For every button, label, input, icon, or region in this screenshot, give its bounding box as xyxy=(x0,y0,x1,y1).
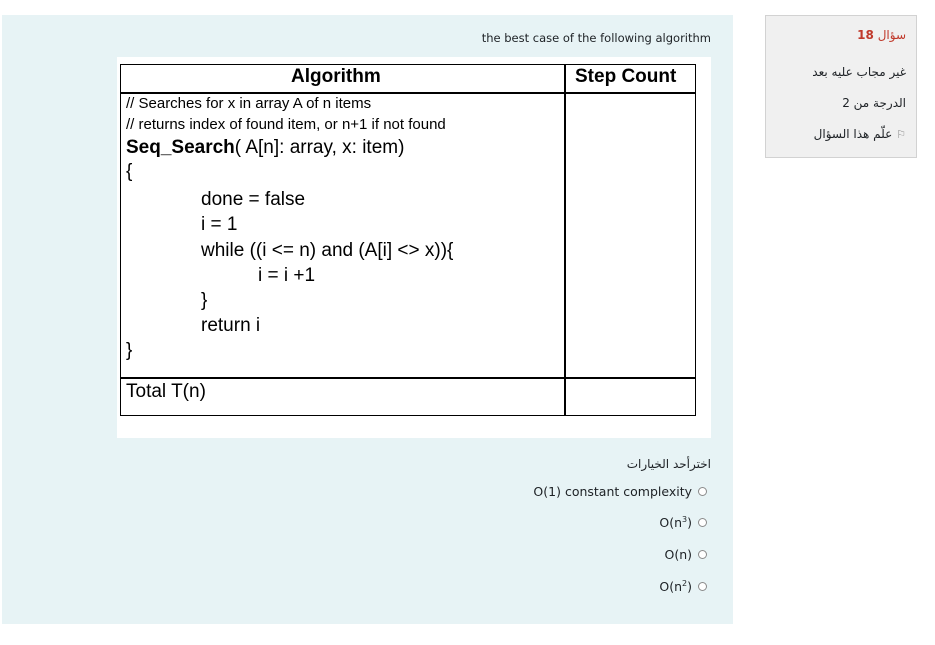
algorithm-table xyxy=(120,64,696,416)
code-while: while ((i <= n) and (A[i] <> x)){ xyxy=(201,240,454,261)
radio-button[interactable] xyxy=(698,582,707,591)
choice-text: $O(n^3)$ xyxy=(659,515,692,531)
question-info-box xyxy=(765,15,917,158)
choice-text: $O(n^2)$ xyxy=(659,579,692,595)
code-comment-2: // returns index of found item, or n+1 if not found xyxy=(126,116,446,133)
function-params: ( A[n]: array, x: item) xyxy=(234,137,405,158)
question-content xyxy=(2,15,733,624)
algorithm-image xyxy=(117,57,711,438)
code-increment: i = i +1 xyxy=(258,265,316,286)
code-i-assign: i = 1 xyxy=(201,214,238,235)
code-close-brace: } xyxy=(126,340,133,361)
choice-on[interactable] xyxy=(664,547,707,562)
choice-text: O(1) constant complexity xyxy=(533,484,692,499)
code-while-close: } xyxy=(201,290,208,311)
choices-label: اخترأحد الخيارات xyxy=(626,457,711,471)
total-label: Total T(n) xyxy=(126,381,206,402)
choice-on2[interactable] xyxy=(659,579,707,594)
code-comment-1: // Searches for x in array A of n items xyxy=(126,95,372,112)
question-number: سؤال 18 xyxy=(857,28,906,42)
radio-button[interactable] xyxy=(698,487,707,496)
function-name: Seq_Search xyxy=(126,137,235,158)
code-done-assign: done = false xyxy=(201,189,306,210)
table-total-divider xyxy=(121,377,695,379)
table-header-divider xyxy=(121,92,695,94)
choice-o1[interactable] xyxy=(533,484,707,499)
code-open-brace: { xyxy=(126,161,133,182)
step-count-header: Step Count xyxy=(575,66,677,87)
question-status: غير مجاب عليه بعد xyxy=(812,65,906,79)
choice-text: O(n) xyxy=(664,547,692,562)
flag-icon[interactable]: ⚐ xyxy=(896,128,906,141)
table-divider-vertical xyxy=(564,65,566,415)
radio-button[interactable] xyxy=(698,518,707,527)
question-grade: الدرجة من 2 xyxy=(842,96,906,110)
flag-question-link[interactable]: ⚐ علّم هذا السؤال xyxy=(813,127,906,141)
question-prompt: the best case of the following algorithm xyxy=(481,31,711,45)
algorithm-header: Algorithm xyxy=(291,66,381,87)
radio-button[interactable] xyxy=(698,550,707,559)
choice-on3[interactable] xyxy=(659,515,707,530)
code-return: return i xyxy=(201,315,261,336)
code-signature xyxy=(126,137,404,159)
